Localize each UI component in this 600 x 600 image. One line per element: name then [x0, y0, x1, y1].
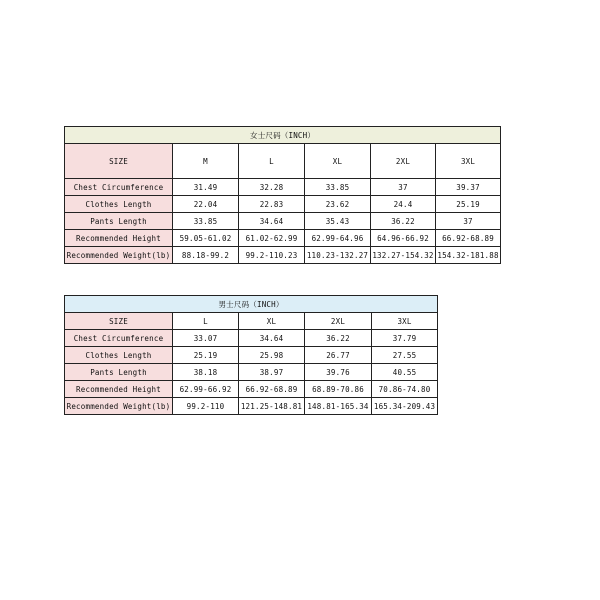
table-cell: 31.49 [173, 179, 239, 196]
table-cell: 37.79 [372, 330, 438, 347]
table-cell: 33.85 [173, 213, 239, 230]
table-cell: 34.64 [239, 330, 305, 347]
table-cell: 88.18-99.2 [173, 247, 239, 264]
table-row [65, 381, 438, 398]
table-cell: 70.86-74.80 [372, 381, 438, 398]
table-row [65, 247, 501, 264]
row-label: Chest Circumference [65, 330, 173, 347]
row-label: Recommended Weight(lb) [65, 398, 173, 415]
men-size-header: 2XL [305, 313, 372, 330]
table-cell: 23.62 [305, 196, 371, 213]
table-cell: 22.04 [173, 196, 239, 213]
table-cell: 39.37 [436, 179, 501, 196]
table-cell: 61.02-62.99 [239, 230, 305, 247]
table-row [65, 347, 438, 364]
table-cell: 99.2-110 [173, 398, 239, 415]
women-size-header: 2XL [371, 144, 436, 179]
table-cell: 22.83 [239, 196, 305, 213]
table-cell: 36.22 [371, 213, 436, 230]
table-cell: 34.64 [239, 213, 305, 230]
table-cell: 25.19 [173, 347, 239, 364]
table-cell: 62.99-64.96 [305, 230, 371, 247]
row-label: Pants Length [65, 213, 173, 230]
row-label: Clothes Length [65, 196, 173, 213]
table-cell: 154.32-181.88 [436, 247, 501, 264]
table-cell: 59.05-61.02 [173, 230, 239, 247]
row-label: Recommended Height [65, 230, 173, 247]
table-row [65, 196, 501, 213]
table-cell: 33.85 [305, 179, 371, 196]
men-table-title: 男士尺码（INCH） [65, 296, 438, 313]
table-row [65, 398, 438, 415]
table-cell: 39.76 [305, 364, 372, 381]
women-table-title: 女士尺码（INCH） [65, 127, 501, 144]
table-cell: 27.55 [372, 347, 438, 364]
table-cell: 36.22 [305, 330, 372, 347]
row-label: Recommended Weight(lb) [65, 247, 173, 264]
table-row [65, 213, 501, 230]
men-size-header: 3XL [372, 313, 438, 330]
table-cell: 37 [371, 179, 436, 196]
table-cell: 26.77 [305, 347, 372, 364]
row-label: Recommended Height [65, 381, 173, 398]
table-row [65, 179, 501, 196]
table-cell: 62.99-66.92 [173, 381, 239, 398]
row-label: Clothes Length [65, 347, 173, 364]
row-label: Chest Circumference [65, 179, 173, 196]
table-row [65, 330, 438, 347]
table-row [65, 230, 501, 247]
table-row [65, 364, 438, 381]
women-size-label: SIZE [65, 144, 173, 179]
men-size-header-row [65, 313, 438, 330]
men-size-label: SIZE [65, 313, 173, 330]
table-cell: 148.81-165.34 [305, 398, 372, 415]
men-size-header: XL [239, 313, 305, 330]
table-cell: 66.92-68.89 [239, 381, 305, 398]
table-cell: 35.43 [305, 213, 371, 230]
table-cell: 32.28 [239, 179, 305, 196]
table-cell: 40.55 [372, 364, 438, 381]
women-size-header: L [239, 144, 305, 179]
women-size-chart [64, 126, 501, 264]
table-cell: 38.18 [173, 364, 239, 381]
men-size-chart [64, 295, 438, 415]
table-cell: 99.2-110.23 [239, 247, 305, 264]
table-cell: 66.92-68.89 [436, 230, 501, 247]
women-size-header: 3XL [436, 144, 501, 179]
women-size-header-row [65, 144, 501, 179]
table-cell: 25.19 [436, 196, 501, 213]
table-cell: 24.4 [371, 196, 436, 213]
table-cell: 33.07 [173, 330, 239, 347]
table-cell: 64.96-66.92 [371, 230, 436, 247]
table-cell: 68.89-70.86 [305, 381, 372, 398]
men-size-header: L [173, 313, 239, 330]
table-cell: 132.27-154.32 [371, 247, 436, 264]
women-title-row [65, 127, 501, 144]
men-title-row [65, 296, 438, 313]
row-label: Pants Length [65, 364, 173, 381]
table-cell: 165.34-209.43 [372, 398, 438, 415]
women-size-header: M [173, 144, 239, 179]
table-cell: 121.25-148.81 [239, 398, 305, 415]
table-cell: 37 [436, 213, 501, 230]
table-cell: 38.97 [239, 364, 305, 381]
table-cell: 25.98 [239, 347, 305, 364]
table-cell: 110.23-132.27 [305, 247, 371, 264]
women-size-header: XL [305, 144, 371, 179]
